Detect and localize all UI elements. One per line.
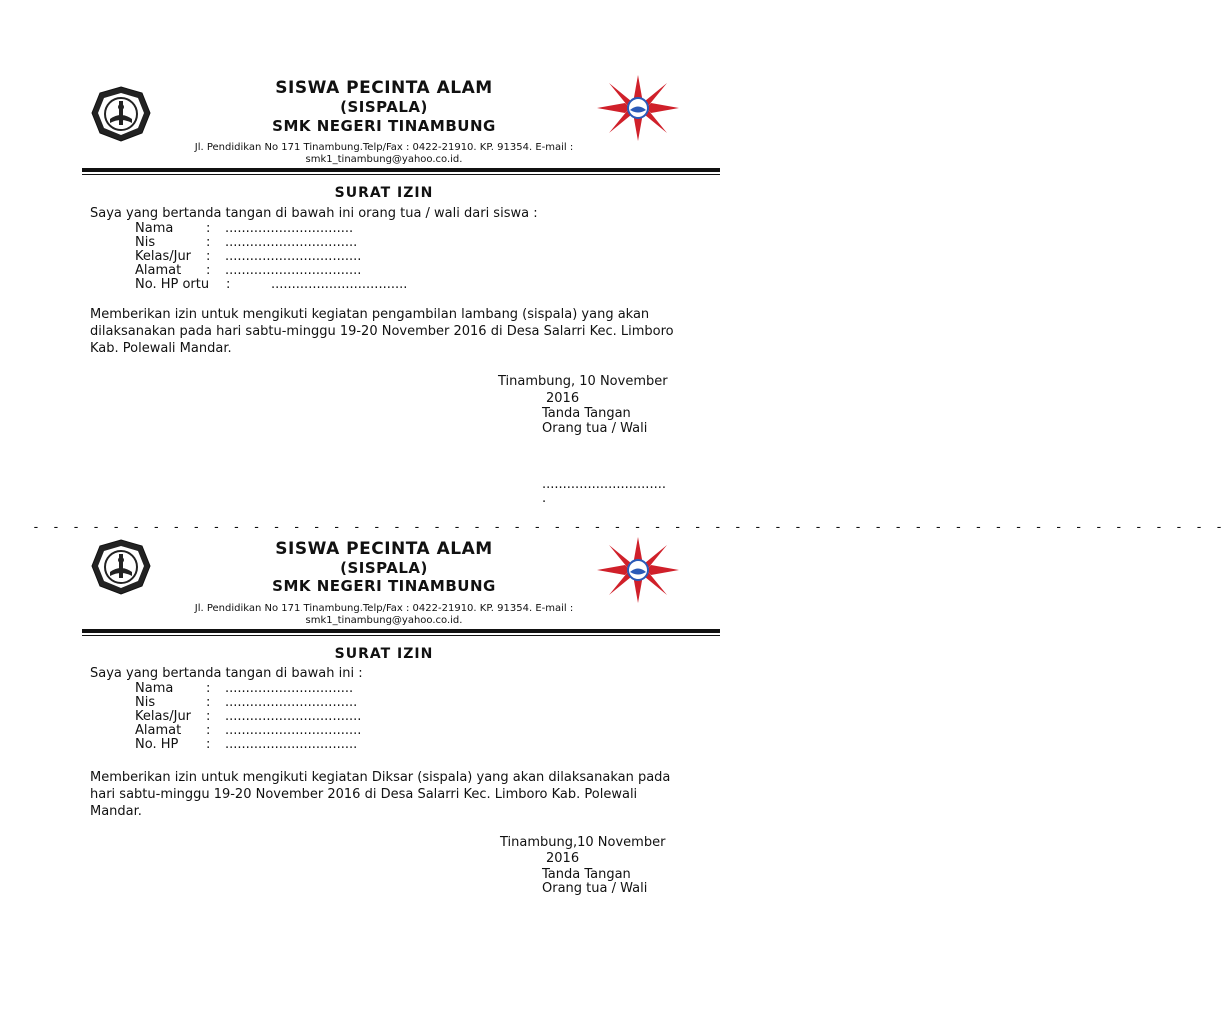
org-name: SISWA PECINTA ALAM [275,539,493,559]
school-name: SMK NEGERI TINAMBUNG [272,117,496,135]
field-label: Nama [135,681,174,696]
field-label: Alamat [135,263,182,278]
field-label: Alamat [135,723,182,738]
field-sep: : [206,681,211,696]
header-rule-thick [82,168,720,172]
field-label: No. HP ortu [135,277,210,292]
field-label: No. HP [135,737,179,752]
permission-paragraph: Memberikan izin untuk mengikuti kegiatan Diksar (sispala) yang akan dilaksanakan pada hari sabtu-minggu 19-20 November 2016 di Desa Salarri Kec. Limboro Kab. Polewali Mandar. [90,770,671,819]
field-sep: : [206,723,211,738]
place-date: Tinambung, 10 November [498,374,668,389]
field-sep: : [206,709,211,724]
address-line: Jl. Pendidikan No 171 Tinambung.Telp/Fax : 0422-21910. KP. 91354. E-mail : [194,603,574,614]
place-date: Tinambung,10 November [500,835,666,850]
header-rule-thin [82,635,720,636]
letter-title: SURAT IZIN [334,185,434,201]
field-blank[interactable]: ................................. [225,709,362,724]
field-blank[interactable]: ............................... [225,681,354,696]
signature-line[interactable]: .............................. [542,477,666,492]
org-abbrev: (SISPALA) [340,98,428,116]
letter-title: SURAT IZIN [334,646,434,662]
signature-label: Tanda Tangan [542,867,631,882]
header-rule-thin [82,174,720,175]
field-sep: : [226,277,231,292]
signature-role: Orang tua / Wali [542,881,648,896]
org-name: SISWA PECINTA ALAM [275,78,493,98]
field-sep: : [206,737,211,752]
email-line: smk1_tinambung@yahoo.co.id. [305,154,463,165]
field-sep: : [206,235,211,250]
field-blank[interactable]: ................................ [225,737,358,752]
field-label: Nama [135,221,174,236]
header-rule-thick [82,629,720,633]
letter-intro: Saya yang bertanda tangan di bawah ini orang tua / wali dari siswa : [90,206,538,221]
letter-intro: Saya yang bertanda tangan di bawah ini : [90,666,363,681]
field-sep: : [206,249,211,264]
field-blank[interactable]: ................................. [225,723,362,738]
email-line: smk1_tinambung@yahoo.co.id. [305,615,463,626]
field-blank[interactable]: ................................. [225,249,362,264]
field-sep: : [206,695,211,710]
signature-line-end: . [542,491,547,506]
field-blank[interactable]: ................................. [271,277,408,292]
field-label: Kelas/Jur [135,249,192,264]
signature-role: Orang tua / Wali [542,421,648,436]
field-blank[interactable]: ................................. [225,263,362,278]
address-line: Jl. Pendidikan No 171 Tinambung.Telp/Fax : 0422-21910. KP. 91354. E-mail : [194,142,574,153]
cut-line: - - - - - - - - - - - - - - - - - - - - - - - - - - - - - - - - - - - - - - - - - - - - - - - - - - - - - - - - - - - - [32,520,1225,535]
field-label: Nis [135,695,156,710]
school-name: SMK NEGERI TINAMBUNG [272,577,496,595]
signature-label: Tanda Tangan [542,406,631,421]
permission-paragraph: Memberikan izin untuk mengikuti kegiatan pengambilan lambang (sispala) yang akan dilaksanakan pada hari sabtu-minggu 19-20 November 2016 di Desa Salarri Kec. Limboro Kab. Polewali Mandar. [90,307,674,356]
field-sep: : [206,263,211,278]
field-sep: : [206,221,211,236]
field-blank[interactable]: ................................ [225,235,358,250]
place-date-year: 2016 [546,851,580,866]
org-abbrev: (SISPALA) [340,559,428,577]
field-blank[interactable]: ............................... [225,221,354,236]
field-label: Nis [135,235,156,250]
field-blank[interactable]: ................................ [225,695,358,710]
place-date-year: 2016 [546,391,580,406]
field-label: Kelas/Jur [135,709,192,724]
